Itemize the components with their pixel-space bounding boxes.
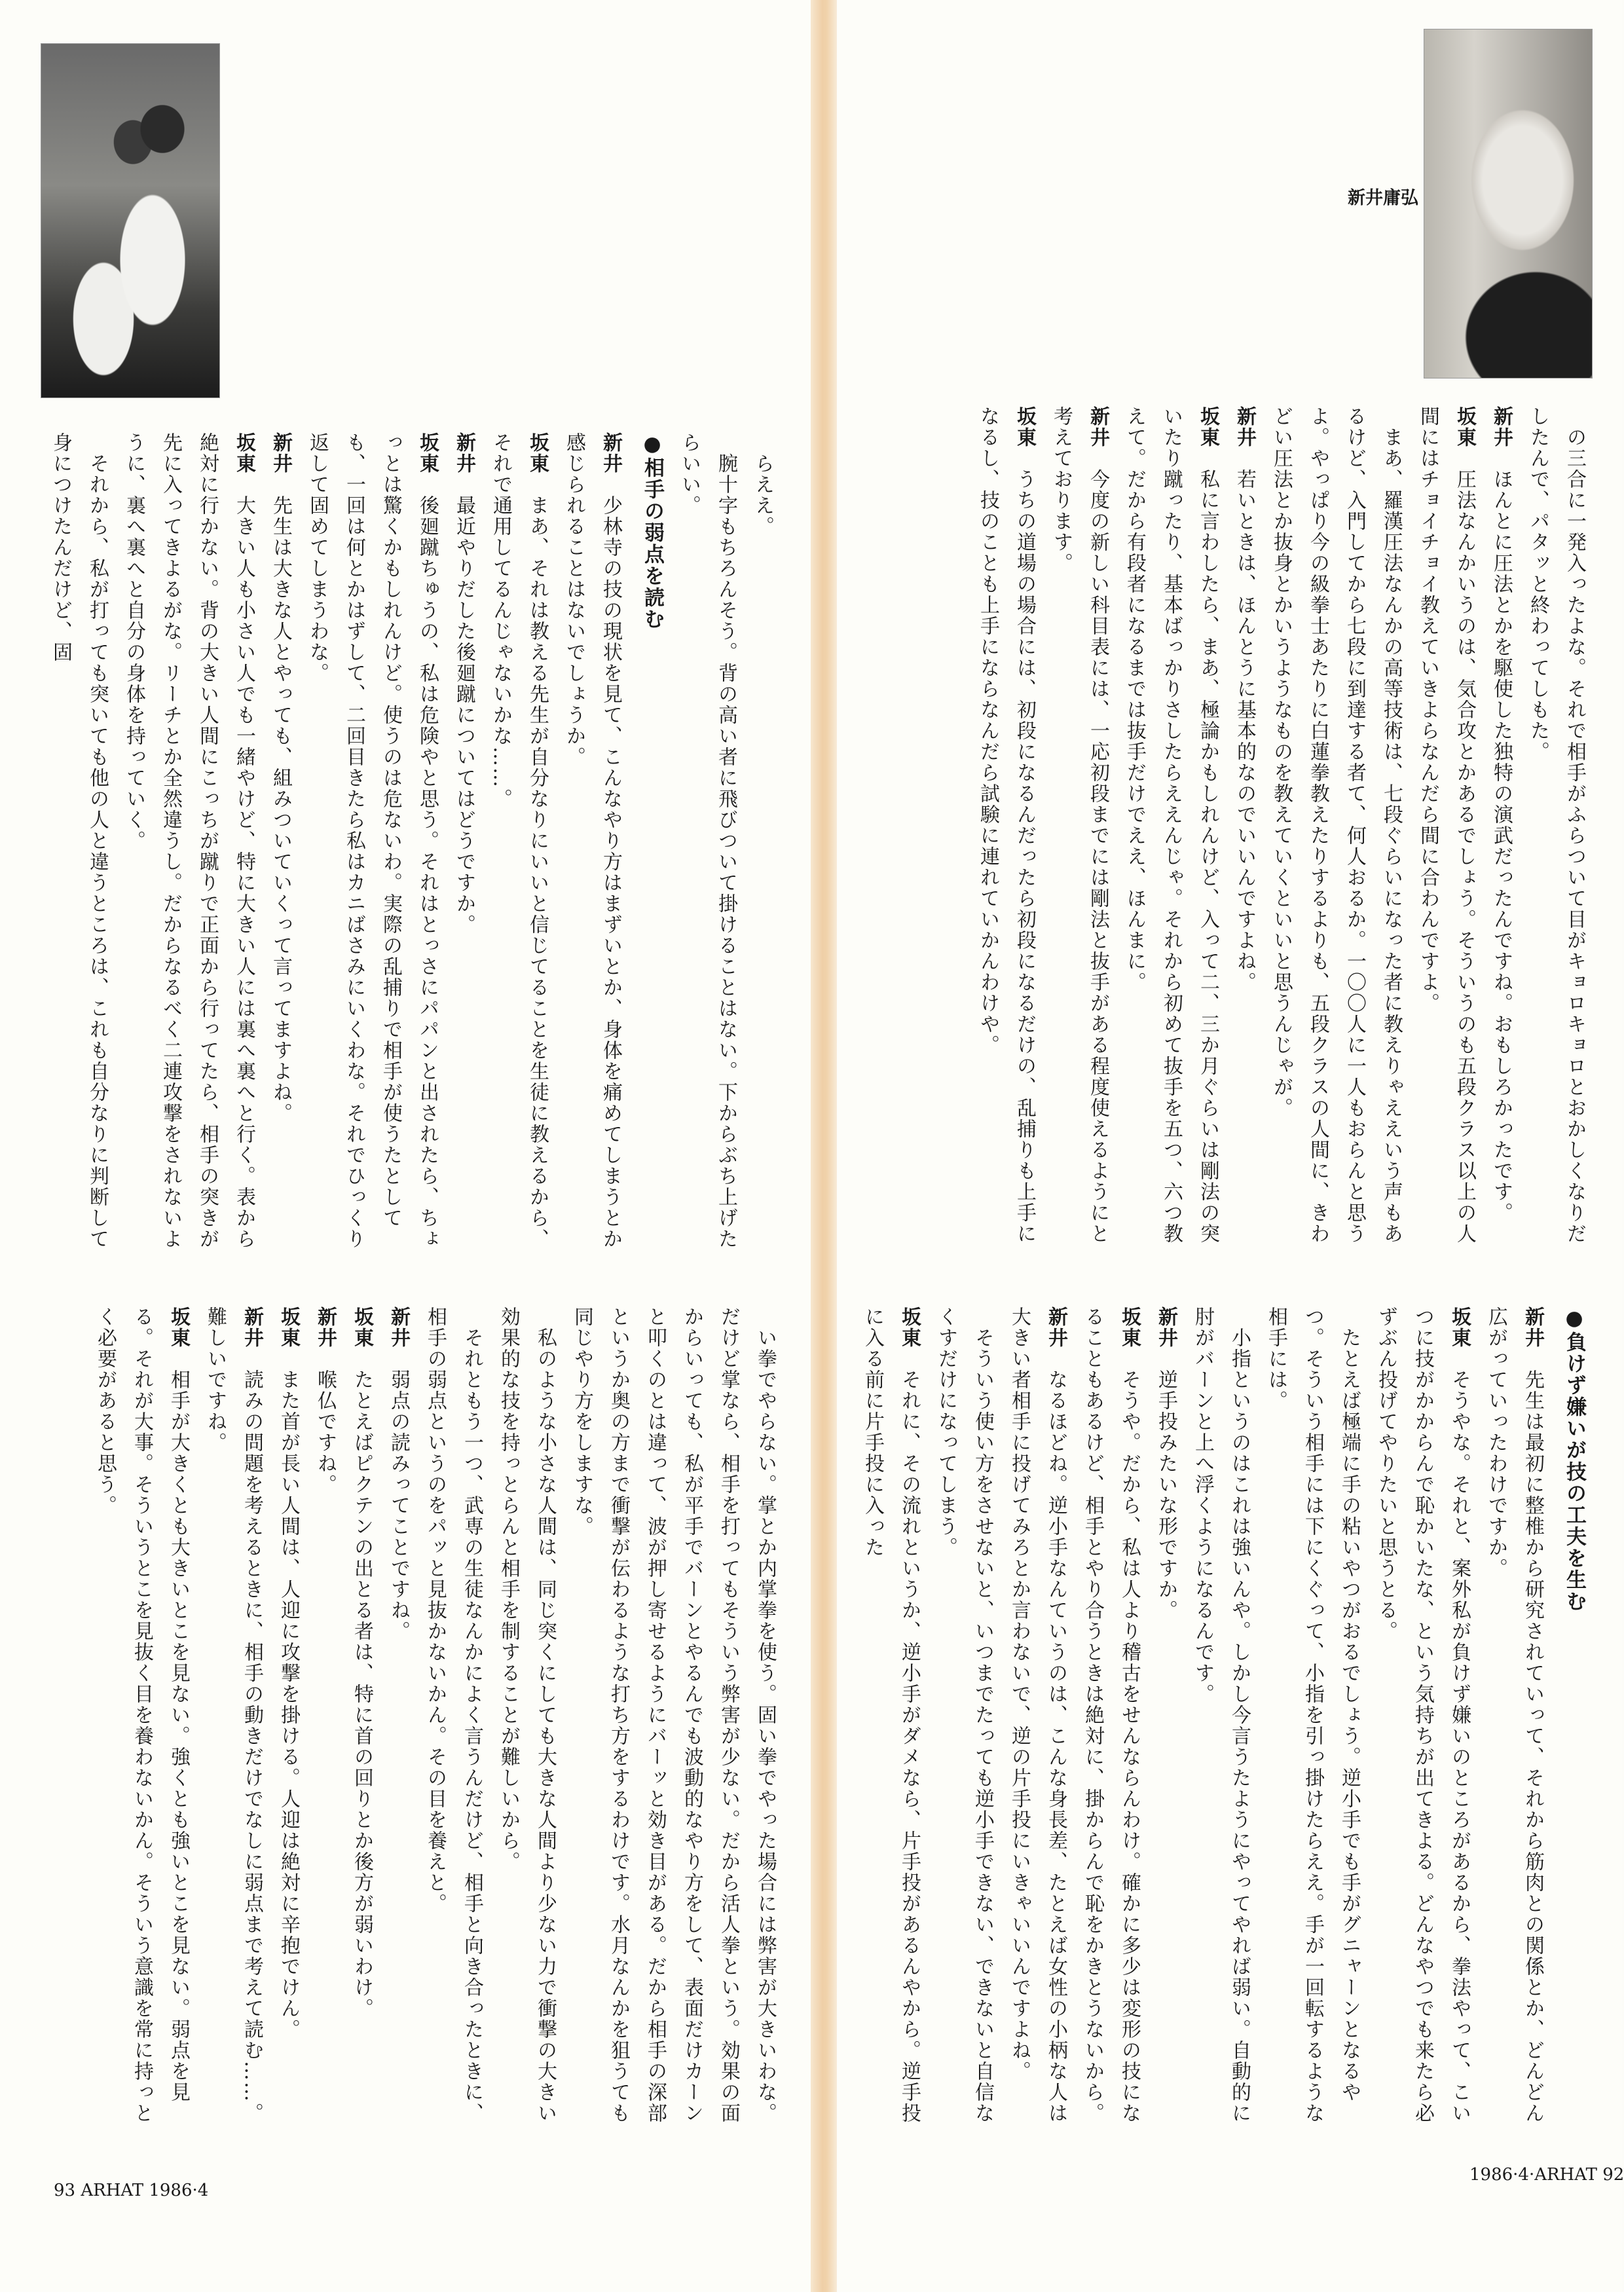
section-heading: ●負けず嫌いが技の工夫を生む <box>1562 1306 1586 1612</box>
speaker-name: 新井 <box>452 432 475 495</box>
speaker-name: 坂東 <box>1196 406 1219 469</box>
speaker-name: 坂東 <box>167 1306 190 1369</box>
paragraph <box>482 432 555 1264</box>
right-lower-text-block <box>861 1306 1593 2138</box>
paragraph-text: の三合に一発入ったよな。それで相手がふらついて目がキョロキョロとおかしくなりだしたんで、パタッと終わってしもた。 <box>1526 406 1586 1244</box>
paragraph <box>555 432 629 1264</box>
paragraph-text: それから、私が打っても突いても他の人と違うところは、これも自分なりに判断して身につけたんだけど、固 <box>49 432 109 1249</box>
speaker-name: 坂東 <box>350 1306 373 1369</box>
paragraph <box>196 1306 270 2132</box>
speaker-name: 坂東 <box>232 432 255 495</box>
paragraph-text: また首が長い人間は、人迎に攻撃を掛ける。人迎は絶対に辛抱でけん。 <box>277 1369 300 2040</box>
paragraph-text: 腕十字もちろんそう。背の高い者に飛びついて掛けることはない。下からぶち上げたらいい。 <box>678 432 737 1249</box>
left-upper-text-block <box>41 432 781 1264</box>
paragraph-text: それに、その流れというか、逆小手がダメなら、片手投があるんやから。逆手投に入る前に片手投に入った <box>861 1306 921 2124</box>
paragraph-text: 逆手投みたいな形ですか。 <box>1154 1369 1177 1621</box>
speaker-name: 坂東 <box>416 432 439 495</box>
paragraph <box>744 432 781 1264</box>
paragraph-text: まあ、それは教える先生が自分なりにいいと信じてることを生徒に教えるから、それで通用してるんじゃないかな……。 <box>489 432 549 1249</box>
paragraph-text: 喉仏ですね。 <box>314 1369 337 1495</box>
paragraph <box>1001 1306 1074 2138</box>
paragraph <box>1483 406 1519 1251</box>
paragraph <box>1116 406 1226 1251</box>
speaker-name: 新井 <box>240 1306 263 1369</box>
paragraph-text: 先生は大きな人とやっても、組みついていくって言ってますよね。 <box>269 495 292 1124</box>
paragraph-text: それともう一つ、武専の生徒なんかによく言うんだけど、相手と向き合ったときに、相手の弱点というのをパッと見抜かないかん。その目を養えと。 <box>424 1306 483 2124</box>
paragraph <box>1043 406 1116 1251</box>
paragraph-text: そうや。だから、私は人より稽古をせんならんわけ。確かに多少は変形の技になることもあるけど、相手とやり合うときは絶対に、掛からんで恥をかきとうないから。 <box>1081 1306 1141 2124</box>
paragraph <box>1263 406 1409 1251</box>
speaker-name: 坂東 <box>898 1306 921 1369</box>
paragraph <box>416 1306 490 2132</box>
page-folio-left: 93 ARHAT 1986·4 <box>54 2181 209 2200</box>
paragraph <box>86 1306 196 2132</box>
paragraph-text: 若いときは、ほんとうに基本的なのでいいんですよね。 <box>1233 469 1256 993</box>
paragraph-text: らええ。 <box>751 453 774 537</box>
paragraph <box>927 1306 1001 2138</box>
paragraph-text: 私に言わしたら、まあ、極論かもしれんけど、入って二、三か月ぐらいは剛法の突いたり蹴ったり、基本ばっかりさしたらええんじゃ。それから初めて抜手を五つ、六つ教えて。だから有段者になるまでは抜手だけでええ、ほんまに。 <box>1123 406 1219 1244</box>
right-upper-text-block <box>885 406 1593 1251</box>
paragraph <box>563 1306 783 2132</box>
paragraph <box>1074 1306 1147 2138</box>
paragraph <box>1226 406 1263 1251</box>
speaker-name: 坂東 <box>277 1306 300 1369</box>
paragraph <box>445 432 482 1264</box>
paragraph <box>42 432 115 1264</box>
left-page <box>0 0 811 2292</box>
speaker-name: 新井 <box>1086 406 1109 469</box>
paragraph-text: 弱点の読みってことですね。 <box>387 1369 410 1642</box>
left-lower-text-block <box>43 1306 783 2132</box>
paragraph <box>1477 1306 1551 2138</box>
paragraph-text: ほんとに圧法とかを駆使した独特の演武だったんですね。おもしろかったです。 <box>1490 469 1513 1223</box>
paragraph <box>671 432 744 1264</box>
paragraph-text: たとえばピクテンの出とる者は、特に首の回りとか後方が弱いわけ。 <box>350 1369 373 2019</box>
speaker-name: 新井 <box>314 1306 337 1369</box>
paragraph-text: 先生は最初に整椎から研究されていって、それから筋肉との関係とか、どんどん広がっていったわけですか。 <box>1485 1306 1544 2124</box>
speaker-name: 坂東 <box>526 432 549 495</box>
paragraph-text: 相手が大きくとも大きいとこを見ない。強くとも強いとこを見ない。弱点を見る。それが大事。そういうとこを見抜く目を養わないかん。そういう意識を常に持っとく必要があると思う。 <box>94 1306 190 2124</box>
speaker-name: 新井 <box>1044 1306 1067 1369</box>
paragraph <box>343 1306 380 2132</box>
paragraph-text: たとえば極端に手の粘いやつがおるでしょう。逆小手でも手がグニャーンとなるやつ。そういう相手には下にくぐって、小指を引っ掛けたらええ。手が一回転するような相手には。 <box>1264 1306 1361 2124</box>
paragraph-text: そういう使い方をさせないと、いつまでたっても逆小手できない、できないと自信なくすだけになってしまう。 <box>934 1306 994 2124</box>
speaker-name: 新井 <box>1521 1306 1544 1369</box>
speaker-name: 坂東 <box>1448 1306 1471 1369</box>
paragraph-text: 読みの問題を考えるときに、相手の動きだけでなしに弱点まで考えて読む……。難しいですね。 <box>204 1306 263 2124</box>
paragraph <box>306 1306 343 2132</box>
paragraph <box>1147 1306 1184 2138</box>
paragraph-text: 後廻蹴ちゅうの、私は危険やと思う。それはとっさにパパンと出されたら、ちょっとは驚くかもしれんけど。使うのは危ないわ。実際の乱捕りで相手が使うたとしても、一回は何とかはずして、二回目きたら私はカニばさみにいくわな。それでひっくり返して固めてしまうわな。 <box>306 432 439 1249</box>
paragraph <box>1184 1306 1257 2138</box>
karate-demonstration-photo <box>41 43 220 398</box>
paragraph <box>969 406 1043 1251</box>
paragraph-text: い拳でやらない。掌とか内掌拳を使う。固い拳でやった場合には弊害が大きいわな。だけど掌なら、相手を打ってもそういう弊害が少ない。だから活人拳という。効果の面からいっても、私が平手でバーンとやるんでも波動的なやり方をして、表面だけカーンと叩くのとは違って、波が押し寄せるようにバーッと効き目がある。だから相手の深部というか奥の方まで衝撃が伝わるような打ち方をするわけです。水月なんかを狙うても同じやり方をしますな。 <box>570 1306 777 2124</box>
section-heading: ●相手の弱点を読む <box>640 432 664 630</box>
paragraph <box>490 1306 563 2132</box>
paragraph <box>299 432 445 1264</box>
paragraph-text: 圧法なんかいうのは、気合攻とかあるでしょう。そういうのも五段クラス以上の人間にはチョイチョイ教えていきよらなんだら間に合わんですよ。 <box>1416 406 1476 1244</box>
speaker-name: 坂東 <box>1013 406 1036 469</box>
paragraph-text: まあ、羅漢圧法なんかの高等技術は、七段ぐらいになった者に教えりゃええいう声もあるけど、入門してから七段に到達する者て、何人おるか。一〇〇人に一人もおらんと思うよ。やっぱり今の級拳士あたりに白蓮拳教えたりするよりも、五段クラスの人間に、きわどい圧法とか抜身とかいうようなものを教えていくといいと思うんじゃが。 <box>1270 406 1403 1244</box>
paragraph <box>1519 406 1593 1251</box>
paragraph <box>380 1306 416 2132</box>
paragraph-text: 少林寺の技の現状を見て、こんなやり方はまずいとか、身体を痛めてしまうとか感じられることはないでしょうか。 <box>563 432 622 1249</box>
speaker-name: 新井 <box>387 1306 410 1369</box>
paragraph <box>1257 1306 1367 2138</box>
paragraph <box>115 432 262 1264</box>
binding-gutter <box>811 0 837 2292</box>
paragraph-text: うちの道場の場合には、初段になるんだったら初段になるだけの、乱捕りも上手になるし、技のことも上手にならなんだら試験に連れていかんわけや。 <box>976 406 1036 1244</box>
speaker-name: 新井 <box>1154 1306 1177 1369</box>
photo-caption: 新井庸弘 <box>1348 188 1418 208</box>
speaker-name: 新井 <box>1233 406 1256 469</box>
paragraph <box>1409 406 1483 1251</box>
speaker-name: 坂東 <box>1453 406 1476 469</box>
paragraph-text: 最近やりだした後廻蹴についてはどうですか。 <box>452 495 475 935</box>
paragraph <box>270 1306 306 2132</box>
paragraph-text: 今度の新しい科目表には、一応初段までには剛法と抜手がある程度使えるようにと考えております。 <box>1050 406 1109 1244</box>
portrait-photo <box>1424 29 1593 379</box>
paragraph-text: なるほどね。逆小手なんていうのは、こんな身長差、たとえば女性の小柄な人は大きい者相手に投げてみろとか言わないで、逆の片手投にいきゃいいんですよね。 <box>1008 1306 1067 2124</box>
speaker-name: 新井 <box>599 432 622 495</box>
speaker-name: 新井 <box>1490 406 1513 469</box>
paragraph-text: そうやな。それと、案外私が負けず嫌いのところがあるから、拳法やって、こいつに技がかからんで恥かいたな、という気持ちが出てきよる。どんなやつでも来たら必ずぶん投げてやりたいと思うとる。 <box>1375 1306 1471 2124</box>
paragraph-text: 私のような小さな人間は、同じ突くにしても大きな人間より少ない力で衝撃の大きい効果的な技を持っとらんと相手を制することが難しいから。 <box>497 1306 557 2124</box>
paragraph <box>1367 1306 1477 2138</box>
speaker-name: 新井 <box>269 432 292 495</box>
page-folio-right: 1986·4·ARHAT 92 <box>1469 2165 1624 2185</box>
paragraph-text: 大きい人も小さい人でも一緒やけど、特に大きい人には裏へ裏へと行く。表から絶対に行かない。背の大きい人間にこっちが蹴りで正面から行ってたら、相手の突きが先に入ってきよるがな。リーチとか全然違うし。だからなるべく二連攻撃をされないように、裏へ裏へと自分の身体を持っていく。 <box>122 432 255 1249</box>
speaker-name: 坂東 <box>1118 1306 1141 1369</box>
paragraph-text: 小指というのはこれは強いんや。しかし今言うたようにやってやれば弱い。自動的に肘がバーンと上へ浮くようになるんです。 <box>1191 1306 1251 2124</box>
paragraph <box>262 432 299 1264</box>
paragraph <box>854 1306 927 2138</box>
